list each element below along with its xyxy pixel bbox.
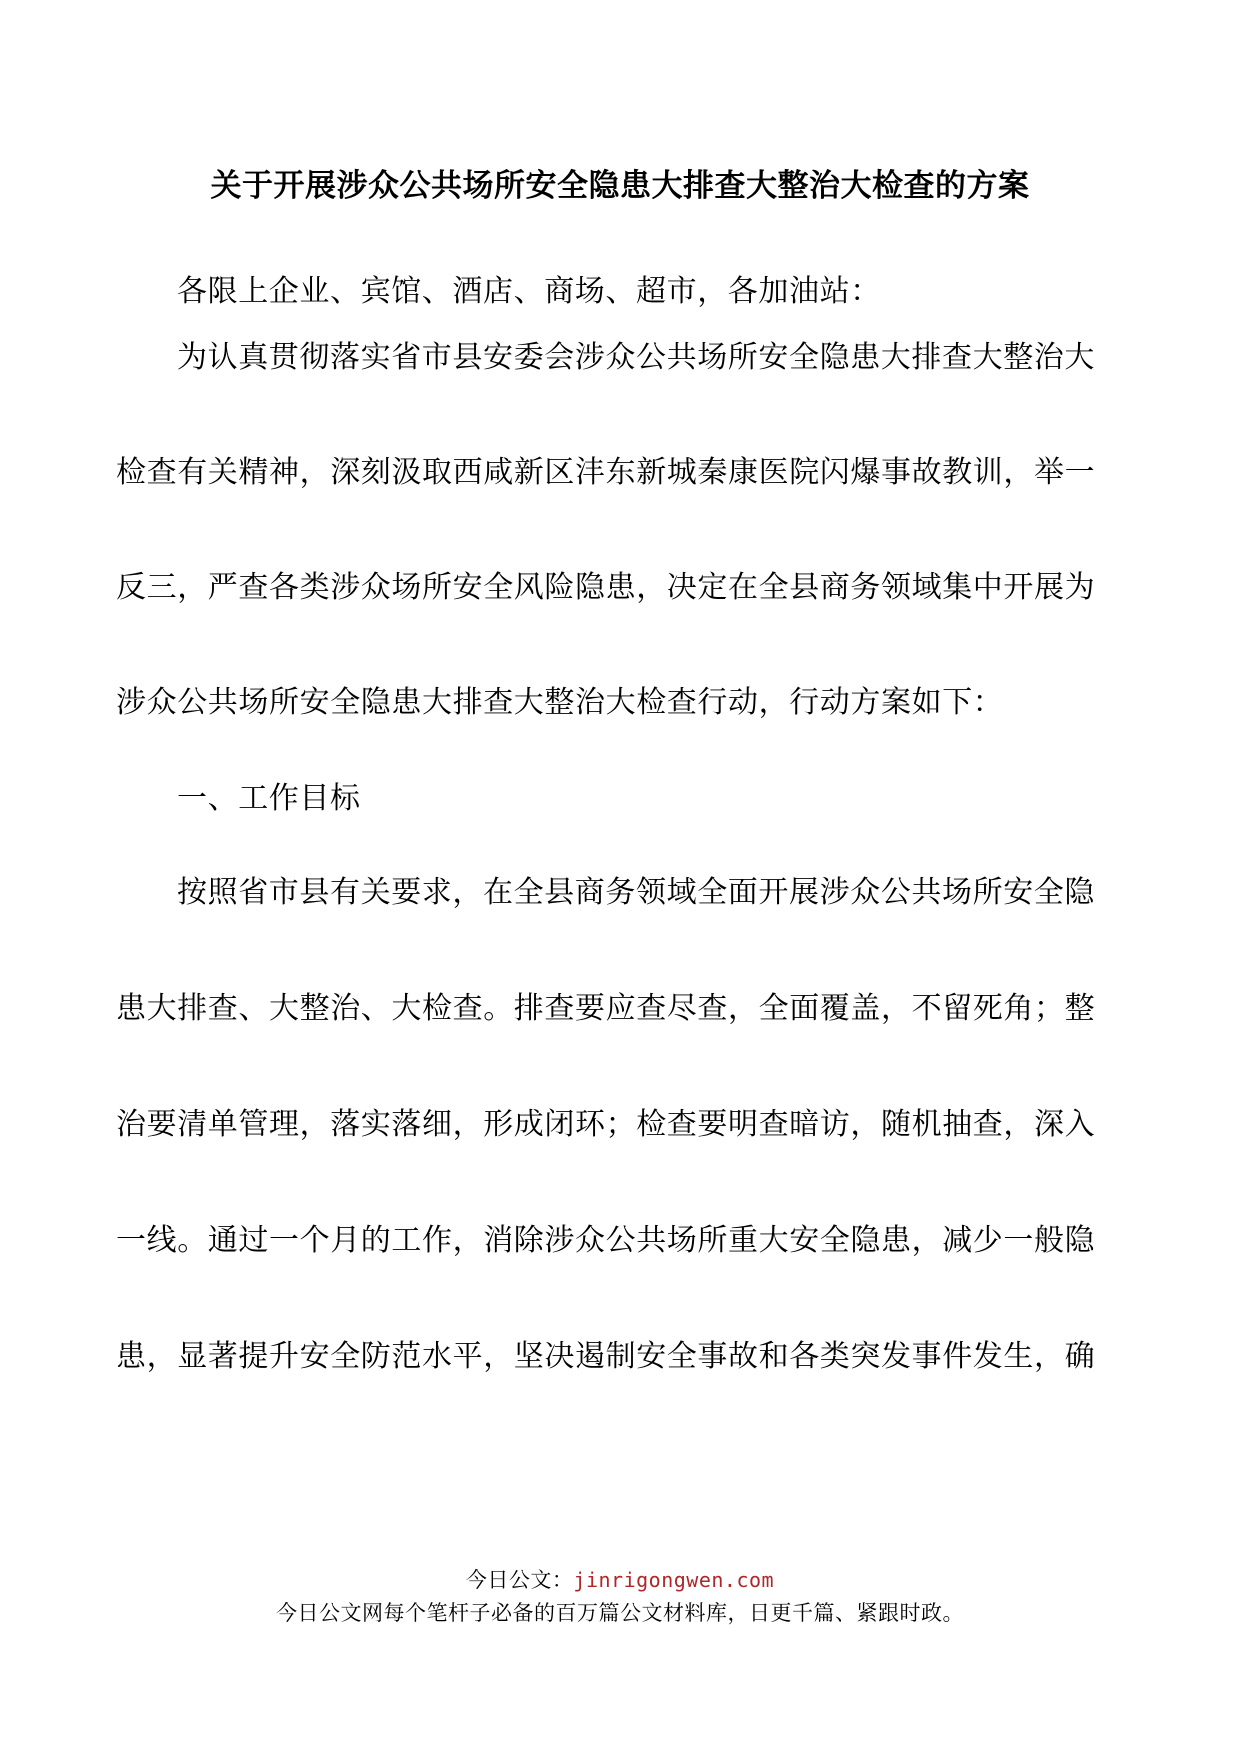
footer-slogan: 今日公文网每个笔杆子必备的百万篇公文材料库，日更千篇、紧跟时政。	[276, 1601, 964, 1625]
paragraph-line: 反三，严查各类涉众场所安全风险隐患，决定在全县商务领域集中开展为	[116, 570, 1096, 605]
footer-site-link[interactable]: jinrigongwen.com	[573, 1568, 775, 1592]
section-heading: 一、工作目标	[177, 781, 361, 816]
footer-site-line	[0, 1565, 1240, 1595]
paragraph-line: 涉众公共场所安全隐患大排查大整治大检查行动，行动方案如下：	[116, 685, 1004, 720]
paragraph-line: 按照省市县有关要求，在全县商务领域全面开展涉众公共场所安全隐	[177, 875, 1095, 910]
paragraph-line: 检查有关精神，深刻汲取西咸新区沣东新城秦康医院闪爆事故教训，举一	[116, 455, 1096, 490]
paragraph-line: 患大排查、大整治、大检查。排查要应查尽查，全面覆盖，不留死角；整	[116, 991, 1096, 1026]
paragraph-line: 一线。通过一个月的工作，消除涉众公共场所重大安全隐患，减少一般隐	[116, 1223, 1096, 1258]
footer-site-label: 今日公文：	[465, 1568, 574, 1592]
salutation: 各限上企业、宾馆、酒店、商场、超市，各加油站：	[177, 274, 881, 309]
paragraph-line: 治要清单管理，落实落细，形成闭环；检查要明查暗访，随机抽查，深入	[116, 1107, 1096, 1142]
paragraph-line: 为认真贯彻落实省市县安委会涉众公共场所安全隐患大排查大整治大	[177, 340, 1095, 375]
paragraph-line: 患，显著提升安全防范水平，坚决遏制安全事故和各类突发事件发生，确	[116, 1339, 1096, 1374]
document-title: 关于开展涉众公共场所安全隐患大排查大整治大检查的方案	[210, 168, 1030, 204]
